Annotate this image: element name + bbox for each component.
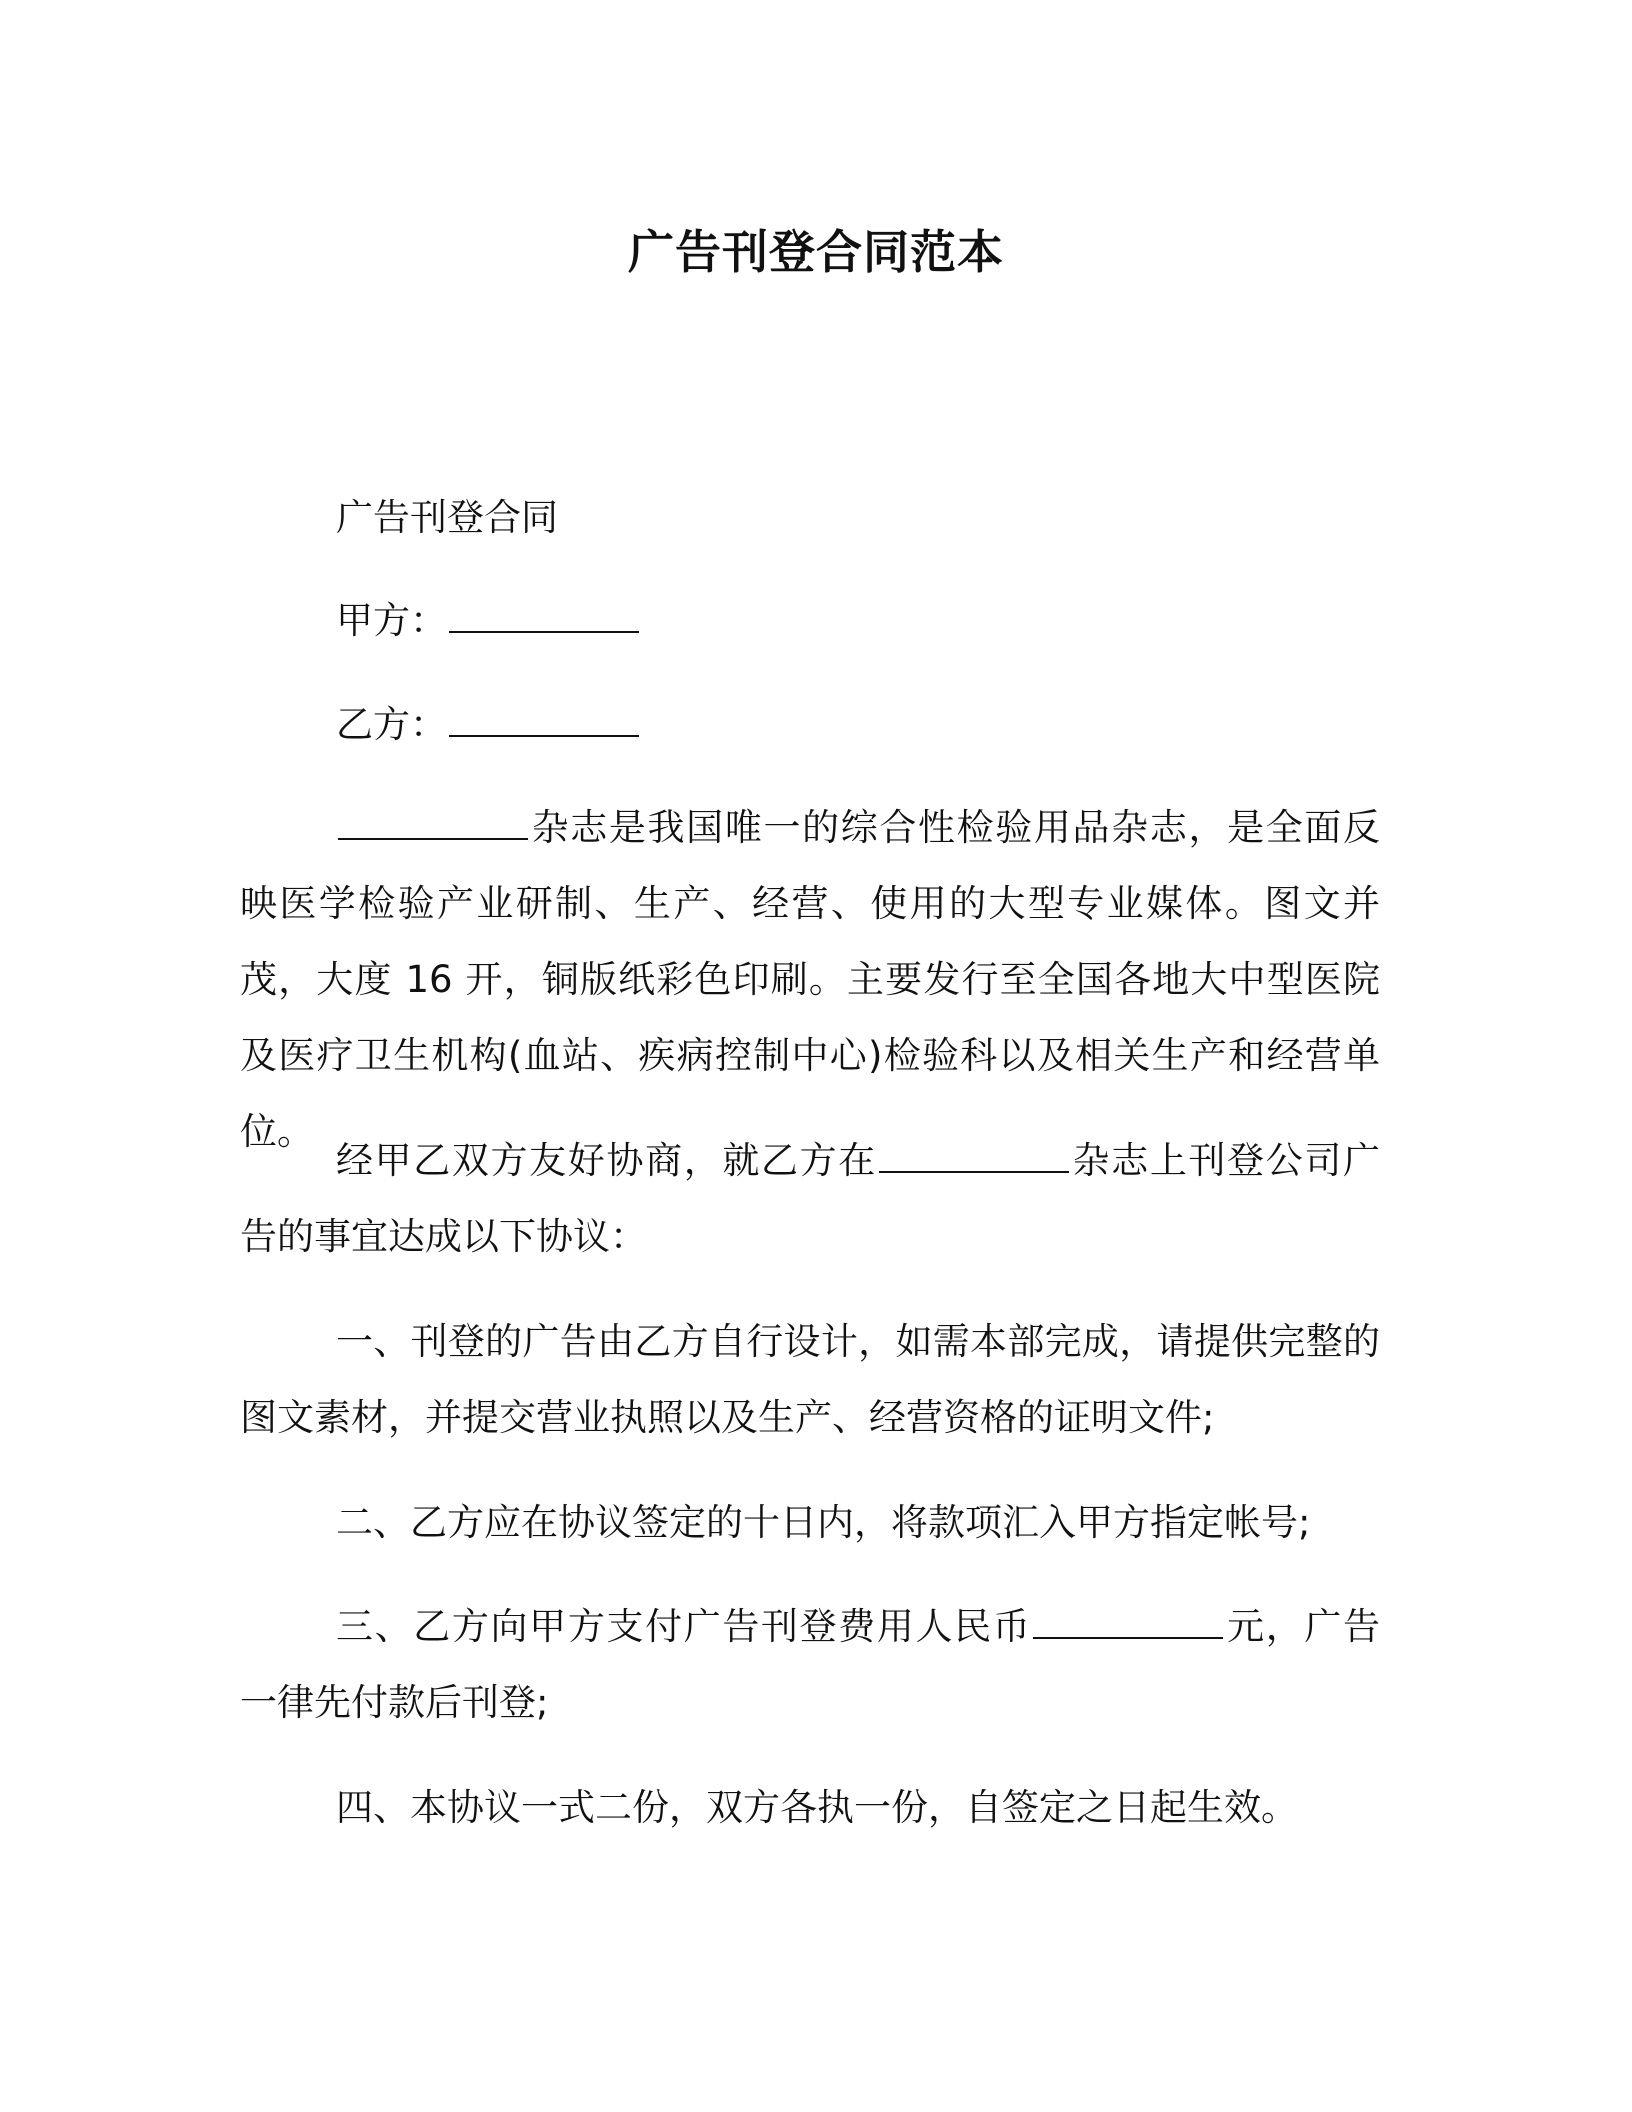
document-title: 广告刊登合同范本 bbox=[628, 225, 1004, 279]
party-b-blank bbox=[449, 705, 639, 737]
agreement-paragraph bbox=[240, 1123, 1380, 1275]
party-a-label: 甲方： bbox=[336, 599, 447, 642]
contract-heading: 广告刊登合同 bbox=[336, 496, 558, 539]
clause-3-text-pre: 三、乙方向甲方支付广告刊登费用人民币 bbox=[336, 1605, 1032, 1648]
clause-4: 四、本协议一式二份，双方各执一份，自签定之日起生效。 bbox=[336, 1786, 1298, 1829]
party-b-line bbox=[336, 687, 641, 763]
intro-paragraph bbox=[240, 790, 1380, 1170]
party-b-label: 乙方： bbox=[336, 703, 447, 746]
clause-3-text-post: 元，广告一律先付款后刊登; bbox=[240, 1605, 1381, 1724]
agreement-text-pre: 经甲乙双方友好协商，就乙方在 bbox=[336, 1139, 877, 1182]
intro-text: 杂志是我国唯一的综合性检验用品杂志，是全面反映医学检验产业研制、生产、经营、使用的大型专业媒体。图文并茂，大度 16 开，铜版纸彩色印刷。主要发行至全国各地大中型医院及医疗卫生机构(血站、疾病控制中心)检验科以及相关生产和经营单位。 bbox=[240, 806, 1380, 1153]
fee-amount-blank bbox=[1033, 1607, 1223, 1639]
clause-3 bbox=[240, 1589, 1380, 1741]
magazine-name-blank bbox=[338, 808, 528, 840]
magazine-name-blank-2 bbox=[879, 1141, 1069, 1173]
clause-1: 一、刊登的广告由乙方自行设计，如需本部完成，请提供完整的图文素材，并提交营业执照以及生产、经营资格的证明文件; bbox=[240, 1320, 1380, 1439]
agreement-text-post: 杂志上刊登公司广告的事宜达成以下协议： bbox=[240, 1139, 1381, 1258]
party-a-blank bbox=[449, 601, 639, 633]
clause-2: 二、乙方应在协议签定的十日内，将款项汇入甲方指定帐号; bbox=[336, 1501, 1311, 1544]
party-a-line bbox=[336, 583, 641, 659]
